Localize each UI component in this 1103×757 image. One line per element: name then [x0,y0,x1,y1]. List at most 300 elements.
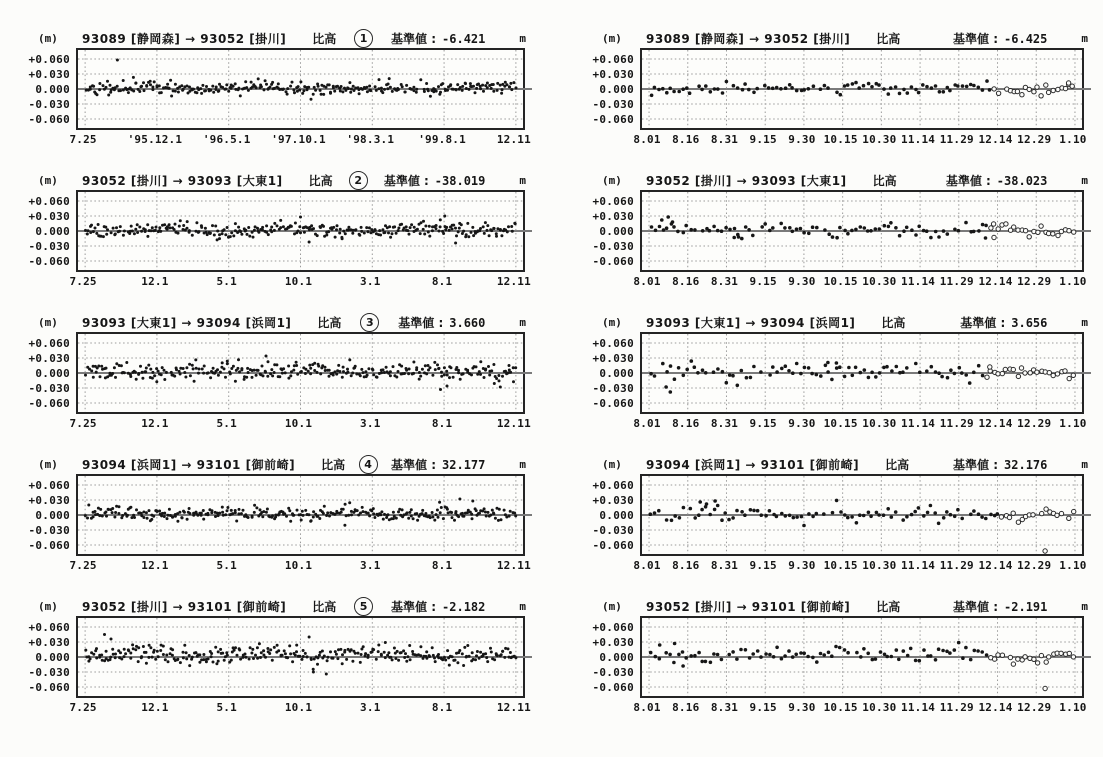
x-tick-label: 12.1 [141,701,169,714]
open-data-point [1004,222,1008,226]
y-tick-label: 0.000 [599,225,634,238]
data-point [712,652,716,656]
data-point [153,649,156,652]
data-point [503,656,506,659]
chart-number-badge: 4 [359,455,378,474]
data-point [391,658,394,661]
data-point [800,515,804,519]
data-point [201,84,204,87]
data-point [435,513,438,516]
data-point [388,225,391,228]
open-data-point [996,653,1000,657]
data-point [419,375,422,378]
data-point [450,511,453,514]
reference-number: -38.019 [434,173,486,188]
data-point [282,225,285,228]
data-point [312,671,315,674]
data-point [89,657,92,660]
y-tick-label: +0.030 [28,210,70,223]
y-tick-label: +0.060 [592,53,634,66]
plot-grid-and-points [78,50,523,128]
data-point [831,235,835,239]
data-point [84,374,87,377]
data-point [412,86,415,89]
data-point [508,515,511,518]
data-point [246,233,249,236]
data-point [681,664,685,668]
data-point [720,518,724,522]
data-point [727,518,731,522]
data-point [857,86,861,90]
data-point [448,664,451,667]
data-point [195,221,198,224]
data-point [136,231,139,234]
data-point [440,371,443,374]
data-point [225,651,228,654]
data-point [437,656,440,659]
data-point [387,83,390,86]
data-point [957,229,961,233]
data-point [118,230,121,233]
data-point [125,361,128,364]
x-tick-label: 8.01 [633,133,661,146]
open-data-point [1023,371,1027,375]
data-point [94,510,97,513]
data-point [234,509,237,512]
data-point [360,230,363,233]
data-point [304,372,307,375]
data-point [95,232,98,235]
x-tick-label: 1.10 [1059,133,1087,146]
header-spacer [336,597,391,616]
data-point [508,364,511,367]
data-point [664,651,668,655]
data-point [372,512,375,515]
data-point [314,89,317,92]
data-point [186,227,189,230]
data-point [129,652,132,655]
data-point [779,222,783,226]
data-point [185,657,188,660]
data-point [819,87,823,91]
data-point [372,507,375,510]
y-tick-label: -0.060 [592,539,634,552]
data-point [178,511,181,514]
open-data-point [1007,515,1011,519]
data-point [379,234,382,237]
measure-label: 比高 [321,457,346,472]
data-point [295,361,298,364]
data-point [701,368,705,372]
data-point [788,226,792,230]
data-point [492,90,495,93]
data-point [897,658,901,662]
data-point [163,512,166,515]
data-point [316,656,319,659]
data-point [826,361,830,365]
data-point [362,510,365,513]
data-point [768,653,772,657]
x-tick-label: 12.14 [978,417,1013,430]
data-point [799,651,803,655]
reference-number: -2.191 [1004,599,1048,614]
data-point [151,88,154,91]
data-point [956,84,960,88]
data-point [296,509,299,512]
data-point [335,373,338,376]
data-point [827,232,831,236]
chart-header [26,454,534,474]
data-point [193,380,196,383]
data-point [882,87,886,91]
x-tick-label: 12.29 [1017,417,1052,430]
open-data-point [1000,653,1004,657]
data-point [452,376,455,379]
data-point [133,232,136,235]
data-point [239,94,242,97]
data-point [446,385,449,388]
data-point [362,645,365,648]
data-point [227,90,230,93]
data-point [500,234,503,237]
x-tick-label: 1.10 [1059,417,1087,430]
data-point [158,84,161,87]
data-point [137,660,140,663]
data-point [795,227,799,231]
data-point [194,651,197,654]
data-point [875,511,879,515]
data-point [223,367,226,370]
data-point [134,82,137,85]
data-point [230,231,233,234]
data-point [650,94,654,98]
y-axis-unit-label: (m) [602,173,622,187]
data-point [668,653,672,657]
data-point [240,512,243,515]
data-point [440,375,443,378]
x-tick-label: 5.1 [216,701,237,714]
data-point [214,646,217,649]
open-data-point [1067,516,1071,520]
unit-label: m [1081,31,1088,45]
open-data-point [988,365,992,369]
data-point [948,89,952,93]
data-point [689,654,693,658]
data-point [149,646,152,649]
open-data-point [1055,372,1059,376]
data-point [479,651,482,654]
data-point [424,364,427,367]
chart-column-right [590,28,1096,738]
data-point [348,358,351,361]
x-tick-label: 11.29 [939,133,974,146]
data-point [859,225,863,229]
data-point [152,515,155,518]
data-point [367,654,370,657]
chart-number-badge: 2 [349,171,368,190]
data-point [673,514,677,518]
data-point [925,369,929,373]
data-point [969,658,973,662]
data-point [90,224,93,227]
data-point [696,371,700,375]
data-point [835,361,839,365]
y-tick-label: -0.060 [28,397,70,410]
data-point [342,370,345,373]
x-tick-label: 8.16 [672,133,700,146]
data-point [149,83,152,86]
data-point [277,649,280,652]
data-point [151,371,154,374]
data-point [198,368,201,371]
data-point [207,371,210,374]
chart-block [26,28,534,146]
data-point [335,228,338,231]
unit-label: m [1081,599,1088,613]
data-point [723,511,727,515]
data-point [147,656,150,659]
data-point [166,228,169,231]
data-point [281,372,284,375]
data-point [209,89,212,92]
data-point [182,651,185,654]
data-point [212,661,215,664]
data-point [339,648,342,651]
data-point [211,509,214,512]
plot-grid-and-points [78,334,523,412]
data-point [247,516,250,519]
chart-header [590,596,1096,616]
data-point [485,656,488,659]
data-point [728,373,732,377]
data-point [977,364,981,368]
x-tick-label: 9.15 [749,275,777,288]
data-point [415,91,418,94]
data-point [179,661,182,664]
reference-label: 基準値 : [391,31,437,46]
data-point [248,235,251,238]
data-point [340,511,343,514]
data-point [171,515,174,518]
reference-number: -6.421 [442,31,486,46]
y-tick-label: -0.030 [28,98,70,111]
data-point [511,230,514,233]
data-point [291,660,294,663]
data-point [265,511,268,514]
y-tick-label: +0.060 [28,53,70,66]
x-tick-label: 12.11 [496,701,531,714]
data-point [148,509,151,512]
data-point [269,86,272,89]
data-point [267,360,270,363]
x-tick-label: 12.14 [978,701,1013,714]
data-point [887,92,891,96]
data-point [885,655,889,659]
data-point [259,508,262,511]
data-point [174,83,177,86]
data-point [902,649,906,653]
chart-block [590,170,1096,288]
data-point [146,223,149,226]
data-point [295,364,298,367]
data-point [457,230,460,233]
x-tick-label: 12.11 [496,559,531,572]
data-point [143,89,146,92]
data-point [751,234,755,238]
data-point [271,514,274,517]
data-point [867,376,871,380]
y-tick-label: +0.030 [28,68,70,81]
data-point [419,78,422,81]
y-tick-label: -0.060 [28,113,70,126]
data-point [186,220,189,223]
data-point [381,91,384,94]
data-point [132,76,135,79]
data-point [182,656,185,659]
data-point [347,87,350,90]
data-point [743,513,747,517]
chart-number-badge: 5 [354,597,373,616]
data-point [278,375,281,378]
data-point [436,363,439,366]
data-point [448,376,451,379]
data-point [200,512,203,515]
data-point [318,654,321,657]
data-point [177,91,180,94]
y-axis-labels [26,474,76,556]
data-point [238,649,241,652]
data-point [767,86,771,90]
data-point [471,226,474,229]
data-point [256,657,259,660]
data-point [689,228,693,232]
data-point [446,374,449,377]
data-point [455,510,458,513]
data-point [393,647,396,650]
data-point [831,511,835,515]
data-point [716,504,720,508]
data-point [413,226,416,229]
data-point [394,657,397,660]
data-point [469,82,472,85]
data-point [484,652,487,655]
y-axis-labels [26,190,76,272]
data-point [226,654,229,657]
x-axis-labels [69,559,531,575]
data-point [374,229,377,232]
data-point [389,374,392,377]
data-point [464,82,467,85]
data-point [960,371,964,375]
data-point [306,655,309,658]
data-point [910,513,914,517]
open-data-point [1027,235,1031,239]
data-point [218,237,221,240]
data-point [467,235,470,238]
data-point [422,228,425,231]
plot-grid-and-points [78,192,523,270]
data-point [261,228,264,231]
data-point [500,653,503,656]
data-point [432,654,435,657]
data-point [408,233,411,236]
data-point [344,89,347,92]
data-point [838,646,842,650]
data-point [329,650,332,653]
data-point [433,361,436,364]
data-point [410,223,413,226]
data-point [379,513,382,516]
data-point [712,225,716,229]
data-point [102,235,105,238]
data-point [759,655,763,659]
data-point [771,87,775,91]
data-point [343,649,346,652]
open-data-point [1036,230,1040,234]
data-point [465,656,468,659]
data-point [795,89,799,93]
data-point [981,223,985,227]
data-point [697,651,701,655]
data-point [110,231,113,234]
y-tick-label: +0.030 [592,210,634,223]
x-tick-label: '99.8.1 [418,133,466,146]
data-point [802,231,806,235]
data-point [116,85,119,88]
data-point [120,364,123,367]
data-point [408,511,411,514]
data-point [145,651,148,654]
data-point [716,653,720,657]
data-point [137,646,140,649]
data-point [964,646,968,650]
data-point [105,650,108,653]
data-point [474,658,477,661]
data-point [105,86,108,89]
data-point [431,646,434,649]
data-point [514,366,517,369]
data-point [478,657,481,660]
data-point [468,88,471,91]
data-point [292,369,295,372]
data-point [401,85,404,88]
data-point [657,88,661,92]
data-point [308,241,311,244]
data-point [980,515,984,519]
data-point [795,515,799,519]
data-point [154,658,157,661]
data-point [372,373,375,376]
data-point [92,85,95,88]
data-point [276,224,279,227]
data-point [677,653,681,657]
data-point [463,646,466,649]
data-point [434,368,437,371]
data-point [90,369,93,372]
data-point [341,237,344,240]
data-point [745,376,749,380]
data-point [685,86,689,90]
data-point [851,374,855,378]
data-point [826,370,830,374]
x-tick-label: 8.16 [672,417,700,430]
data-point [481,84,484,87]
open-data-point [1044,83,1048,87]
data-point [261,515,264,518]
x-tick-label: 8.16 [672,701,700,714]
data-point [301,92,304,95]
data-point [783,654,787,658]
